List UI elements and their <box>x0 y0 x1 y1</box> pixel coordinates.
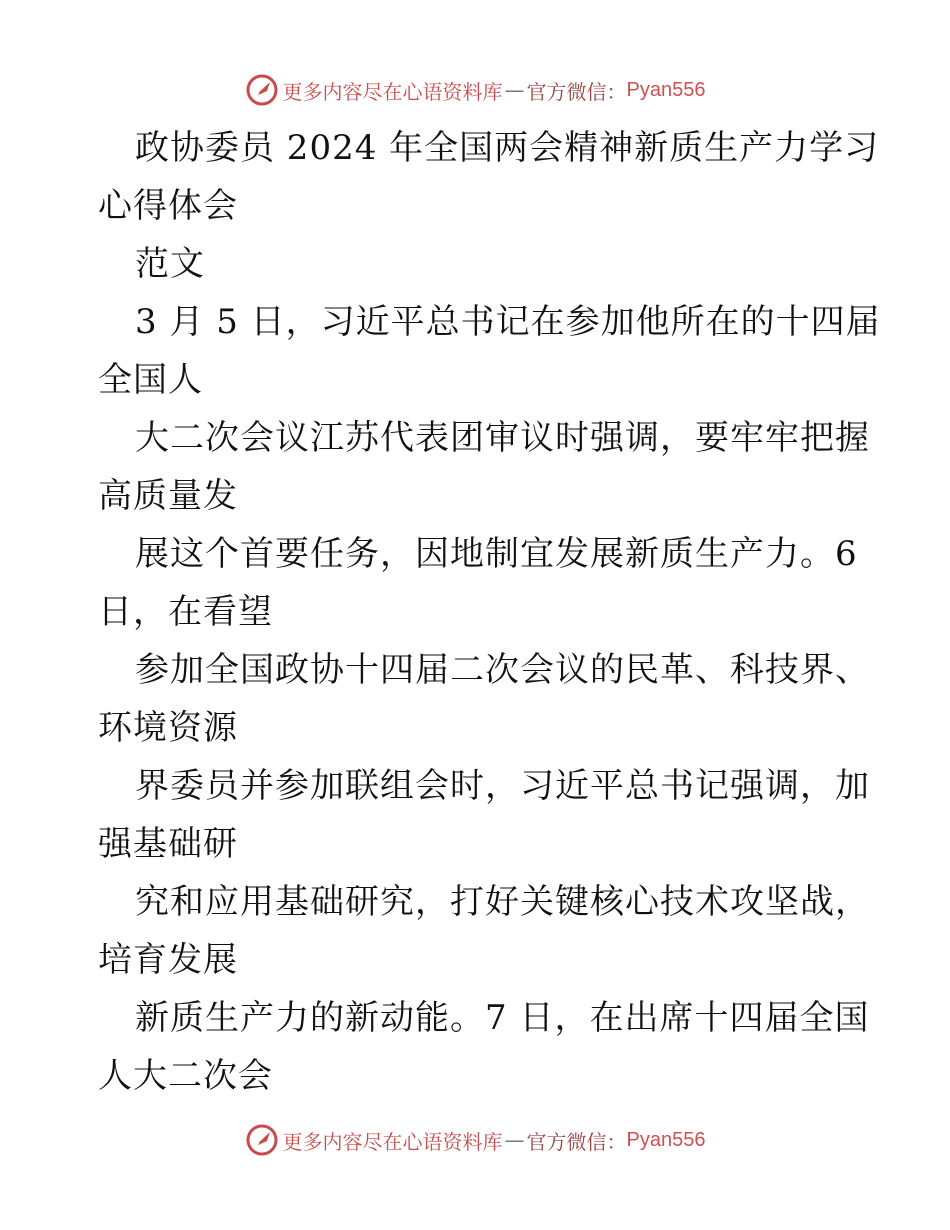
doc-line-1: 政协委员 2024 年全国两会精神新质生产力学习 <box>135 128 880 168</box>
quill-logo-icon <box>245 73 279 107</box>
doc-line-9: 日，在看望 <box>98 592 273 632</box>
doc-line-8: 展这个首要任务，因地制宜发展新质生产力。6 <box>135 534 858 574</box>
doc-line-12: 界委员并参加联组会时，习近平总书记强调，加 <box>135 766 870 806</box>
doc-line-14: 究和应用基础研究，打好关键核心技术攻坚战， <box>135 882 870 922</box>
banner-site-text: 更多内容尽在心语资料库 <box>282 79 503 104</box>
banner-site-text: 更多内容尽在心语资料库 <box>282 1129 503 1154</box>
doc-line-17: 人大二次会 <box>98 1056 273 1096</box>
quill-logo-icon <box>245 1123 279 1157</box>
doc-line-13: 强基础研 <box>98 824 238 864</box>
banner-wechat-label: 官方微信： <box>526 1129 627 1154</box>
banner-dash: — <box>504 1128 525 1152</box>
doc-line-11: 环境资源 <box>98 708 238 748</box>
footer-watermark-banner <box>0 1120 950 1160</box>
doc-line-2: 心得体会 <box>98 186 238 226</box>
doc-line-16: 新质生产力的新动能。7 日，在出席十四届全国 <box>135 998 870 1038</box>
header-watermark-banner <box>0 70 950 110</box>
banner-wechat-label: 官方微信： <box>526 79 627 104</box>
doc-line-4: 3 月 5 日，习近平总书记在参加他所在的十四届 <box>135 302 881 342</box>
doc-line-3: 范文 <box>135 244 205 284</box>
doc-line-15: 培育发展 <box>98 940 238 980</box>
banner-wechat-id: Pyan556 <box>626 78 706 101</box>
banner-dash: — <box>504 78 525 102</box>
banner-wechat-id: Pyan556 <box>626 1128 706 1151</box>
doc-line-7: 高质量发 <box>98 476 238 516</box>
doc-line-6: 大二次会议江苏代表团审议时强调，要牢牢把握 <box>135 418 870 458</box>
doc-line-10: 参加全国政协十四届二次会议的民革、科技界、 <box>135 650 870 690</box>
doc-line-5: 全国人 <box>98 360 203 400</box>
